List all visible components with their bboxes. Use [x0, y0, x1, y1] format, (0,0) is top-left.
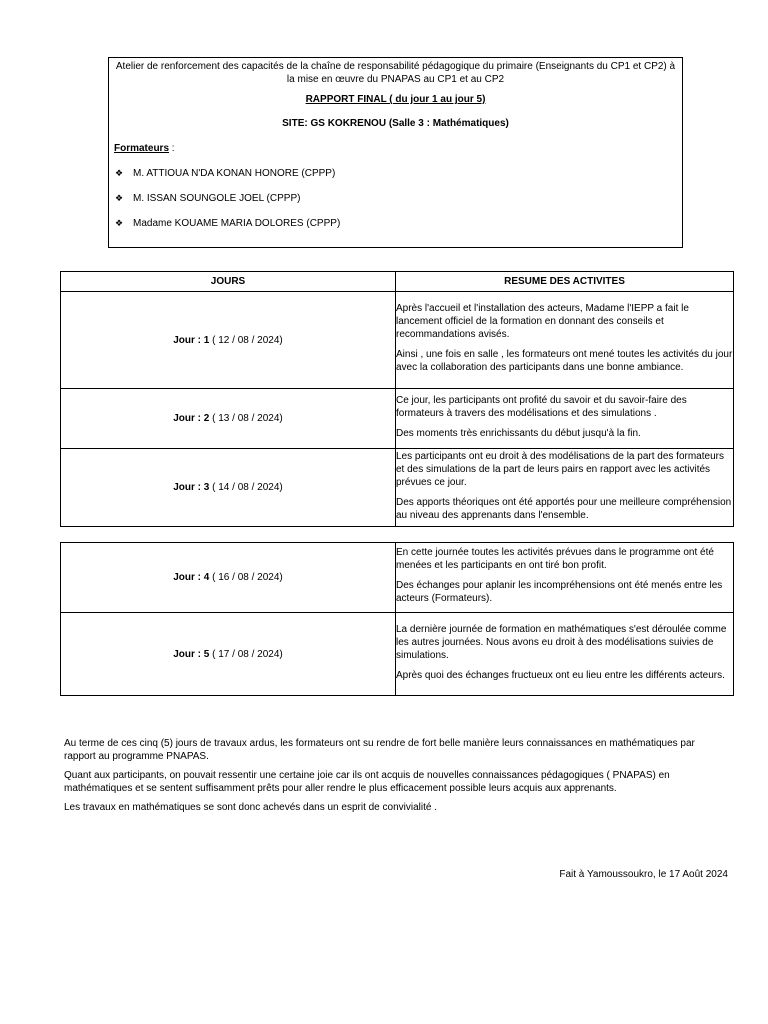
workshop-intro: Atelier de renforcement des capacités de la chaîne de responsabilité pédagogique du primaire (Enseignants du CP1 et CP2) à la mise en œuvre du PNAPAS au CP1 et au CP2 — [115, 61, 676, 85]
day-date: ( 12 / 08 / 2024) — [209, 334, 283, 346]
day-label: Jour : 4 — [173, 572, 210, 583]
summary-cell — [396, 543, 734, 613]
trainers-heading — [114, 142, 678, 155]
conclusion-paragraph: Les travaux en mathématiques se sont donc achevés dans un esprit de convivialité . — [64, 802, 437, 813]
table-row — [61, 613, 734, 696]
column-header-days: JOURS — [61, 272, 396, 292]
trainers-suffix: : — [169, 143, 175, 154]
trainer-item — [113, 217, 678, 230]
summary-cell — [396, 292, 734, 389]
summary-cell — [396, 389, 734, 449]
trainer-name: M. ISSAN SOUNGOLE JOEL (CPPP) — [133, 193, 301, 204]
trainer-name: M. ATTIOUA N'DA KONAN HONORE (CPPP) — [133, 168, 336, 179]
trainer-item — [113, 167, 678, 180]
table-row — [61, 543, 734, 613]
day-cell — [61, 389, 396, 449]
summary-paragraph: Des apports théoriques ont été apportés pour une meilleure compréhension au niveau des apprenants dans l'ensemble. — [396, 496, 732, 521]
trainer-item — [113, 192, 678, 205]
day-date: ( 14 / 08 / 2024) — [209, 482, 283, 493]
diamond-bullet-icon: ❖ — [115, 168, 124, 178]
day-cell — [61, 292, 396, 389]
table-row — [61, 292, 734, 389]
summary-paragraph: Des échanges pour aplanir les incompréhensions ont été menés entre les acteurs (Formateurs). — [396, 580, 723, 604]
summary-cell — [396, 613, 734, 696]
day-label: Jour : 2 — [173, 413, 210, 424]
signature-line: Fait à Yamoussoukro, le 17 Août 2024 — [559, 869, 728, 880]
day-date: ( 17 / 08 / 2024) — [209, 648, 283, 660]
day-cell — [61, 613, 396, 696]
summary-cell — [396, 449, 734, 527]
conclusion-paragraph: Au terme de ces cinq (5) jours de travaux ardus, les formateurs ont su rendre de fort belle manière leurs connaissances en mathématiques par rapport au programme PNAPAS. — [64, 738, 695, 762]
summary-paragraph: Ainsi , une fois en salle , les formateurs ont mené toutes les activités du jour avec la collaboration des participants dans une bonne ambiance. — [396, 349, 733, 373]
day-label: Jour : 5 — [173, 648, 210, 660]
summary-paragraph: Après quoi des échanges fructueux ont eu lieu entre les différents acteurs. — [396, 669, 725, 681]
day-label: Jour : 3 — [173, 482, 210, 493]
conclusion — [64, 737, 724, 820]
schedule-table-part-2 — [60, 542, 734, 696]
day-cell — [61, 449, 396, 527]
summary-paragraph: Des moments très enrichissants du début jusqu'à la fin. — [396, 427, 641, 439]
summary-paragraph: En cette journée toutes les activités prévues dans le programme ont été menées et les participants en ont tiré bon profit. — [396, 547, 714, 571]
trainer-name: Madame KOUAME MARIA DOLORES (CPPP) — [133, 218, 341, 229]
report-title: RAPPORT FINAL ( du jour 1 au jour 5) — [305, 94, 486, 105]
diamond-bullet-icon: ❖ — [115, 193, 124, 203]
day-date: ( 13 / 08 / 2024) — [209, 413, 283, 424]
summary-paragraph: Les participants ont eu droit à des modélisations de la part des formateurs et des simulations de la part de leurs pairs en rapport avec les activités prévues ce jour. — [396, 450, 724, 488]
column-header-summary: RESUME DES ACTIVITES — [396, 272, 734, 292]
table-row — [61, 449, 734, 527]
diamond-bullet-icon: ❖ — [115, 218, 124, 228]
schedule-table-part-1 — [60, 271, 734, 527]
trainer-list — [113, 167, 678, 230]
conclusion-paragraph: Quant aux participants, on pouvait ressentir une certaine joie car ils ont acquis de nouvelles connaissances pédagogiques ( PNAPAS) en mathématiques et se sentent suffisamment prêts pour aller rendre le plus efficacement possible leurs acquis aux apprenants. — [64, 770, 670, 794]
table-row — [61, 389, 734, 449]
summary-paragraph: Après l'accueil et l'installation des acteurs, Madame l'IEPP a fait le lancement officiel de la formation en donnant des conseils et recommandations avisés. — [396, 303, 689, 340]
table-header-row — [61, 272, 734, 292]
day-date: ( 16 / 08 / 2024) — [209, 572, 283, 583]
day-cell — [61, 543, 396, 613]
trainers-label: Formateurs — [114, 143, 170, 154]
summary-paragraph: Ce jour, les participants ont profité du savoir et du savoir-faire des formateurs à travers des modélisations et des simulations . — [396, 394, 687, 419]
header-box — [108, 57, 683, 248]
day-label: Jour : 1 — [173, 334, 210, 346]
site-title: SITE: GS KOKRENOU (Salle 3 : Mathématiques) — [282, 118, 509, 129]
summary-paragraph: La dernière journée de formation en mathématiques s'est déroulée comme les autres journées. Nous avons eu droit à des modélisations suivies de simulations. — [396, 623, 727, 661]
